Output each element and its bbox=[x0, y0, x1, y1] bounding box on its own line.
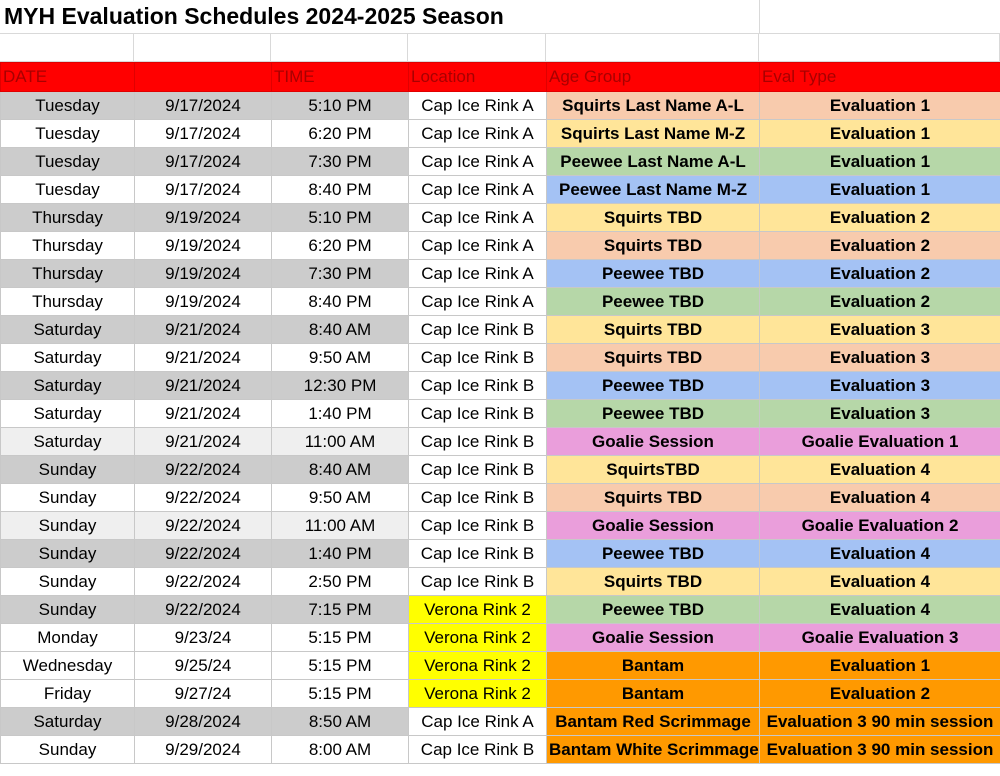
date-cell[interactable]: 9/23/24 bbox=[135, 624, 272, 652]
sheet-title[interactable]: MYH Evaluation Schedules 2024-2025 Season bbox=[0, 0, 1000, 34]
eval-type-cell[interactable]: Evaluation 3 bbox=[760, 344, 1000, 372]
date-cell[interactable]: 9/29/2024 bbox=[135, 736, 272, 764]
time-cell[interactable]: 8:40 PM bbox=[272, 288, 409, 316]
day-cell[interactable]: Sunday bbox=[1, 736, 135, 764]
table-row bbox=[1, 428, 1000, 456]
age-group-cell[interactable]: Bantam Red Scrimmage bbox=[547, 708, 760, 736]
day-cell[interactable]: Saturday bbox=[1, 428, 135, 456]
schedule-table bbox=[0, 62, 1000, 764]
time-cell[interactable]: 1:40 PM bbox=[272, 400, 409, 428]
time-cell[interactable]: 8:50 AM bbox=[272, 708, 409, 736]
table-row bbox=[1, 372, 1000, 400]
table-row bbox=[1, 512, 1000, 540]
date-cell[interactable]: 9/22/2024 bbox=[135, 456, 272, 484]
date-cell[interactable]: 9/22/2024 bbox=[135, 484, 272, 512]
time-cell[interactable]: 6:20 PM bbox=[272, 120, 409, 148]
location-cell[interactable]: Cap Ice Rink B bbox=[409, 568, 547, 596]
eval-type-cell[interactable]: Evaluation 1 bbox=[760, 120, 1000, 148]
eval-type-cell[interactable]: Goalie Evaluation 1 bbox=[760, 428, 1000, 456]
day-cell[interactable]: Tuesday bbox=[1, 92, 135, 120]
day-cell[interactable]: Saturday bbox=[1, 372, 135, 400]
header-eval-type[interactable]: Eval Type bbox=[760, 63, 1000, 92]
date-cell[interactable]: 9/19/2024 bbox=[135, 288, 272, 316]
header-location[interactable]: Location bbox=[409, 63, 547, 92]
age-group-cell[interactable]: Peewee TBD bbox=[547, 596, 760, 624]
age-group-cell[interactable]: Peewee TBD bbox=[547, 400, 760, 428]
location-cell[interactable]: Verona Rink 2 bbox=[409, 624, 547, 652]
day-cell[interactable]: Sunday bbox=[1, 484, 135, 512]
date-cell[interactable]: 9/17/2024 bbox=[135, 92, 272, 120]
table-row bbox=[1, 204, 1000, 232]
location-cell[interactable]: Cap Ice Rink A bbox=[409, 92, 547, 120]
eval-type-cell[interactable]: Evaluation 2 bbox=[760, 680, 1000, 708]
eval-type-cell[interactable]: Evaluation 3 bbox=[760, 400, 1000, 428]
table-row bbox=[1, 624, 1000, 652]
day-cell[interactable]: Saturday bbox=[1, 400, 135, 428]
empty-row bbox=[0, 34, 1000, 62]
time-cell[interactable]: 12:30 PM bbox=[272, 372, 409, 400]
day-cell[interactable]: Thursday bbox=[1, 288, 135, 316]
time-cell[interactable]: 5:10 PM bbox=[272, 92, 409, 120]
time-cell[interactable]: 5:10 PM bbox=[272, 204, 409, 232]
day-cell[interactable]: Saturday bbox=[1, 344, 135, 372]
table-row bbox=[1, 288, 1000, 316]
age-group-cell[interactable]: Bantam bbox=[547, 680, 760, 708]
day-cell[interactable]: Tuesday bbox=[1, 176, 135, 204]
location-cell[interactable]: Cap Ice Rink B bbox=[409, 400, 547, 428]
age-group-cell[interactable]: SquirtsTBD bbox=[547, 456, 760, 484]
location-cell[interactable]: Cap Ice Rink B bbox=[409, 456, 547, 484]
eval-type-cell[interactable]: Evaluation 4 bbox=[760, 568, 1000, 596]
date-cell[interactable]: 9/22/2024 bbox=[135, 596, 272, 624]
table-row bbox=[1, 456, 1000, 484]
date-cell[interactable]: 9/19/2024 bbox=[135, 260, 272, 288]
eval-type-cell[interactable]: Evaluation 1 bbox=[760, 652, 1000, 680]
time-cell[interactable]: 6:20 PM bbox=[272, 232, 409, 260]
date-cell[interactable]: 9/17/2024 bbox=[135, 176, 272, 204]
location-cell[interactable]: Cap Ice Rink A bbox=[409, 232, 547, 260]
age-group-cell[interactable]: Squirts TBD bbox=[547, 204, 760, 232]
eval-type-cell[interactable]: Evaluation 2 bbox=[760, 232, 1000, 260]
table-row bbox=[1, 568, 1000, 596]
eval-type-cell[interactable]: Evaluation 3 90 min session bbox=[760, 736, 1000, 764]
table-row bbox=[1, 120, 1000, 148]
location-cell[interactable]: Cap Ice Rink B bbox=[409, 512, 547, 540]
time-cell[interactable]: 9:50 AM bbox=[272, 344, 409, 372]
time-cell[interactable]: 5:15 PM bbox=[272, 624, 409, 652]
day-cell[interactable]: Sunday bbox=[1, 540, 135, 568]
day-cell[interactable]: Sunday bbox=[1, 456, 135, 484]
location-cell[interactable]: Cap Ice Rink B bbox=[409, 316, 547, 344]
date-cell[interactable]: 9/28/2024 bbox=[135, 708, 272, 736]
time-cell[interactable]: 2:50 PM bbox=[272, 568, 409, 596]
table-row bbox=[1, 680, 1000, 708]
date-cell[interactable]: 9/21/2024 bbox=[135, 428, 272, 456]
eval-type-cell[interactable]: Evaluation 3 90 min session bbox=[760, 708, 1000, 736]
time-cell[interactable]: 7:30 PM bbox=[272, 260, 409, 288]
date-cell[interactable]: 9/27/24 bbox=[135, 680, 272, 708]
eval-type-cell[interactable]: Goalie Evaluation 3 bbox=[760, 624, 1000, 652]
time-cell[interactable]: 8:40 PM bbox=[272, 176, 409, 204]
eval-type-cell[interactable]: Evaluation 4 bbox=[760, 596, 1000, 624]
date-cell[interactable]: 9/17/2024 bbox=[135, 148, 272, 176]
header-time[interactable]: TIME bbox=[272, 63, 409, 92]
empty-cell[interactable] bbox=[546, 34, 759, 62]
age-group-cell[interactable]: Goalie Session bbox=[547, 428, 760, 456]
time-cell[interactable]: 11:00 AM bbox=[272, 428, 409, 456]
age-group-cell[interactable]: Squirts TBD bbox=[547, 484, 760, 512]
location-cell[interactable]: Cap Ice Rink B bbox=[409, 736, 547, 764]
age-group-cell[interactable]: Squirts Last Name A-L bbox=[547, 92, 760, 120]
day-cell[interactable]: Sunday bbox=[1, 512, 135, 540]
table-row bbox=[1, 260, 1000, 288]
day-cell[interactable]: Sunday bbox=[1, 596, 135, 624]
location-cell[interactable]: Verona Rink 2 bbox=[409, 652, 547, 680]
date-cell[interactable]: 9/21/2024 bbox=[135, 372, 272, 400]
location-cell[interactable]: Cap Ice Rink A bbox=[409, 288, 547, 316]
location-cell[interactable]: Cap Ice Rink B bbox=[409, 372, 547, 400]
age-group-cell[interactable]: Bantam White Scrimmage bbox=[547, 736, 760, 764]
eval-type-cell[interactable]: Evaluation 1 bbox=[760, 176, 1000, 204]
time-cell[interactable]: 8:40 AM bbox=[272, 456, 409, 484]
day-cell[interactable]: Saturday bbox=[1, 316, 135, 344]
location-cell[interactable]: Cap Ice Rink A bbox=[409, 260, 547, 288]
age-group-cell[interactable]: Squirts TBD bbox=[547, 344, 760, 372]
day-cell[interactable]: Thursday bbox=[1, 260, 135, 288]
time-cell[interactable]: 11:00 AM bbox=[272, 512, 409, 540]
date-cell[interactable]: 9/22/2024 bbox=[135, 568, 272, 596]
day-cell[interactable]: Friday bbox=[1, 680, 135, 708]
table-row bbox=[1, 540, 1000, 568]
date-cell[interactable]: 9/22/2024 bbox=[135, 512, 272, 540]
location-cell[interactable]: Cap Ice Rink A bbox=[409, 120, 547, 148]
location-cell[interactable]: Cap Ice Rink A bbox=[409, 708, 547, 736]
date-cell[interactable]: 9/19/2024 bbox=[135, 232, 272, 260]
day-cell[interactable]: Saturday bbox=[1, 708, 135, 736]
day-cell[interactable]: Sunday bbox=[1, 568, 135, 596]
date-cell[interactable]: 9/21/2024 bbox=[135, 400, 272, 428]
age-group-cell[interactable]: Peewee TBD bbox=[547, 540, 760, 568]
location-cell[interactable]: Verona Rink 2 bbox=[409, 680, 547, 708]
location-cell[interactable]: Cap Ice Rink A bbox=[409, 176, 547, 204]
time-cell[interactable]: 7:15 PM bbox=[272, 596, 409, 624]
age-group-cell[interactable]: Goalie Session bbox=[547, 512, 760, 540]
location-cell[interactable]: Verona Rink 2 bbox=[409, 596, 547, 624]
date-cell[interactable]: 9/19/2024 bbox=[135, 204, 272, 232]
title-column-divider bbox=[759, 0, 760, 34]
table-row bbox=[1, 92, 1000, 120]
day-cell[interactable]: Monday bbox=[1, 624, 135, 652]
table-row bbox=[1, 232, 1000, 260]
eval-type-cell[interactable]: Goalie Evaluation 2 bbox=[760, 512, 1000, 540]
table-row bbox=[1, 316, 1000, 344]
day-cell[interactable]: Wednesday bbox=[1, 652, 135, 680]
table-row bbox=[1, 400, 1000, 428]
time-cell[interactable]: 5:15 PM bbox=[272, 680, 409, 708]
age-group-cell[interactable]: Squirts TBD bbox=[547, 568, 760, 596]
empty-cell[interactable] bbox=[0, 34, 134, 62]
eval-type-cell[interactable]: Evaluation 3 bbox=[760, 372, 1000, 400]
day-cell[interactable]: Thursday bbox=[1, 232, 135, 260]
age-group-cell[interactable]: Peewee TBD bbox=[547, 372, 760, 400]
header-row bbox=[1, 63, 1000, 92]
eval-type-cell[interactable]: Evaluation 1 bbox=[760, 92, 1000, 120]
time-cell[interactable]: 8:40 AM bbox=[272, 316, 409, 344]
eval-type-cell[interactable]: Evaluation 1 bbox=[760, 148, 1000, 176]
header-date[interactable]: DATE bbox=[1, 63, 135, 92]
time-cell[interactable]: 7:30 PM bbox=[272, 148, 409, 176]
time-cell[interactable]: 5:15 PM bbox=[272, 652, 409, 680]
table-row bbox=[1, 344, 1000, 372]
location-cell[interactable]: Cap Ice Rink B bbox=[409, 484, 547, 512]
empty-cell[interactable] bbox=[759, 34, 1000, 62]
location-cell[interactable]: Cap Ice Rink A bbox=[409, 204, 547, 232]
age-group-cell[interactable]: Squirts TBD bbox=[547, 316, 760, 344]
eval-type-cell[interactable]: Evaluation 3 bbox=[760, 316, 1000, 344]
date-cell[interactable]: 9/17/2024 bbox=[135, 120, 272, 148]
day-cell[interactable]: Tuesday bbox=[1, 148, 135, 176]
table-row bbox=[1, 736, 1000, 764]
eval-type-cell[interactable]: Evaluation 4 bbox=[760, 484, 1000, 512]
header-age-group[interactable]: Age Group bbox=[547, 63, 760, 92]
table-row bbox=[1, 148, 1000, 176]
location-cell[interactable]: Cap Ice Rink A bbox=[409, 148, 547, 176]
time-cell[interactable]: 8:00 AM bbox=[272, 736, 409, 764]
date-cell[interactable]: 9/22/2024 bbox=[135, 540, 272, 568]
eval-type-cell[interactable]: Evaluation 4 bbox=[760, 540, 1000, 568]
age-group-cell[interactable]: Bantam bbox=[547, 652, 760, 680]
table-row bbox=[1, 652, 1000, 680]
eval-type-cell[interactable]: Evaluation 2 bbox=[760, 288, 1000, 316]
age-group-cell[interactable]: Peewee Last Name A-L bbox=[547, 148, 760, 176]
age-group-cell[interactable]: Peewee TBD bbox=[547, 260, 760, 288]
eval-type-cell[interactable]: Evaluation 2 bbox=[760, 204, 1000, 232]
eval-type-cell[interactable]: Evaluation 4 bbox=[760, 456, 1000, 484]
age-group-cell[interactable]: Squirts TBD bbox=[547, 232, 760, 260]
location-cell[interactable]: Cap Ice Rink B bbox=[409, 428, 547, 456]
location-cell[interactable]: Cap Ice Rink B bbox=[409, 344, 547, 372]
date-cell[interactable]: 9/21/2024 bbox=[135, 344, 272, 372]
time-cell[interactable]: 1:40 PM bbox=[272, 540, 409, 568]
age-group-cell[interactable]: Peewee TBD bbox=[547, 288, 760, 316]
date-cell[interactable]: 9/25/24 bbox=[135, 652, 272, 680]
day-cell[interactable]: Tuesday bbox=[1, 120, 135, 148]
table-row bbox=[1, 484, 1000, 512]
empty-cell[interactable] bbox=[134, 34, 271, 62]
age-group-cell[interactable]: Peewee Last Name M-Z bbox=[547, 176, 760, 204]
table-row bbox=[1, 596, 1000, 624]
header-blank[interactable] bbox=[135, 63, 272, 92]
age-group-cell[interactable]: Goalie Session bbox=[547, 624, 760, 652]
day-cell[interactable]: Thursday bbox=[1, 204, 135, 232]
schedule-rows bbox=[1, 92, 1000, 764]
empty-cell[interactable] bbox=[408, 34, 546, 62]
age-group-cell[interactable]: Squirts Last Name M-Z bbox=[547, 120, 760, 148]
date-cell[interactable]: 9/21/2024 bbox=[135, 316, 272, 344]
table-row bbox=[1, 176, 1000, 204]
time-cell[interactable]: 9:50 AM bbox=[272, 484, 409, 512]
eval-type-cell[interactable]: Evaluation 2 bbox=[760, 260, 1000, 288]
empty-cell[interactable] bbox=[271, 34, 408, 62]
location-cell[interactable]: Cap Ice Rink B bbox=[409, 540, 547, 568]
table-row bbox=[1, 708, 1000, 736]
